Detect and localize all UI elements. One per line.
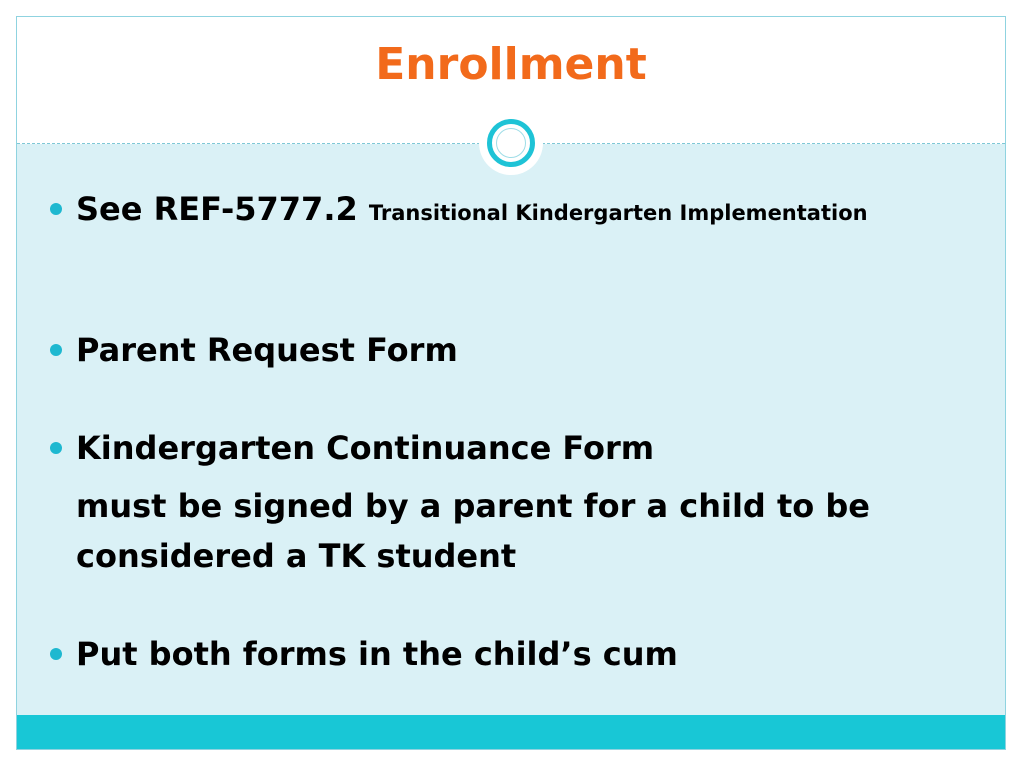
bullet-kindergarten-continuance-text: Kindergarten Continuance Form bbox=[76, 429, 655, 467]
bullet-put-both-forms-text: Put both forms in the child’s cum bbox=[76, 635, 678, 673]
bullet-dot-icon bbox=[50, 203, 62, 215]
bullet-parent-request-text: Parent Request Form bbox=[76, 331, 458, 369]
bullet-dot-icon bbox=[50, 442, 62, 454]
bullet-item-parent-request bbox=[47, 330, 1006, 370]
inner-ring-icon bbox=[496, 128, 526, 158]
bullet-dot-icon bbox=[50, 648, 62, 660]
circle-ring-icon bbox=[479, 111, 543, 175]
footer-band bbox=[17, 715, 1005, 749]
bullet-item-kindergarten-continuance bbox=[47, 428, 1006, 468]
kindergarten-continuance-continuation: must be signed by a parent for a child to be considered a TK student bbox=[76, 487, 870, 575]
slide bbox=[16, 16, 1006, 750]
bullet-dot-icon bbox=[50, 344, 62, 356]
ring-icon bbox=[487, 119, 535, 167]
bullet-ref-detail: Transitional Kindergarten Implementation bbox=[368, 201, 868, 225]
bullet-item-ref bbox=[47, 189, 1006, 233]
bullet-ref-main: See REF-5777.2 bbox=[76, 190, 369, 228]
bullet-item-put-both-forms bbox=[47, 634, 1006, 674]
slide-title: Enrollment bbox=[375, 39, 647, 90]
